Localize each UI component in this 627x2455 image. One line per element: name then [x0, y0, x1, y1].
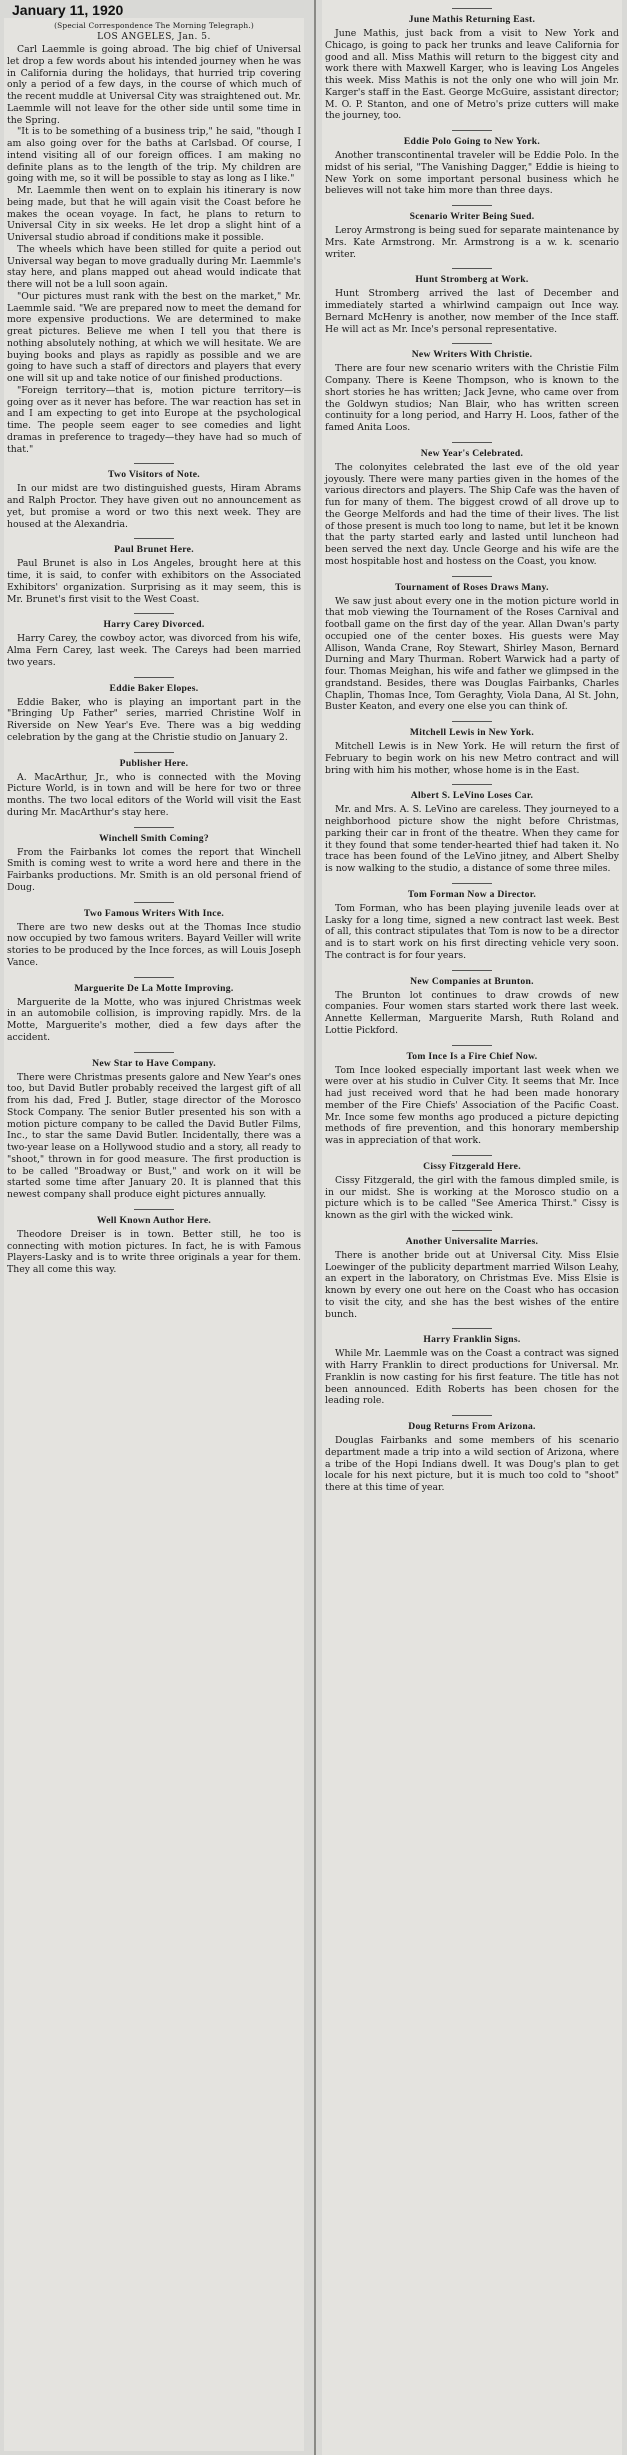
news-item — [322, 1037, 622, 1147]
article-paragraph: The Brunton lot continues to draw crowds of new companies. Four women stars started work there last week. Annette Kellerman, Marguerite Marsh, Ruth Roland and Lottie Pickford. — [325, 989, 619, 1036]
correspondence-credit: (Special Correspondence The Morning Telegraph.) — [54, 21, 254, 30]
article-paragraph: The wheels which have been stilled for quite a period out Universal way began to move gradually during Mr. Laemmle's stay here, and plans mapped out ahead would indicate that there will not be a lull soon again. — [7, 243, 301, 290]
news-item-headline: Eddie Polo Going to New York. — [322, 130, 622, 147]
article-paragraph: Tom Forman, who has been playing juvenile leads over at Lasky for a long time, signed a new contract last week. Best of all, this contract stipulates that Tom is now to be a director and is to start work on his first directing vehicle very soon. The contract is for four years. — [325, 902, 619, 961]
column-divider — [314, 0, 316, 2455]
news-item-headline: Well Known Author Here. — [4, 1209, 304, 1226]
news-item — [322, 1407, 622, 1494]
article-paragraph: In our midst are two distinguished guests, Hiram Abrams and Ralph Proctor. They have given out no announcement as yet, but promise a word or two this next week. They are housed at the Alexandria. — [7, 483, 301, 530]
article-paragraph: While Mr. Laemmle was on the Coast a contract was signed with Harry Franklin to direct productions for Universal. Mr. Franklin is now casting for his first feature. The title has not been announced. Edith Roberts has been chosen for the leading role. — [325, 1348, 619, 1407]
news-item-headline: Publisher Here. — [4, 752, 304, 769]
article-paragraph: Harry Carey, the cowboy actor, was divorced from his wife, Alma Fern Carey, last week. The Careys had been married two years. — [7, 633, 301, 668]
article-paragraph: Douglas Fairbanks and some members of his scenario department made a trip into a wild section of Arizona, where a tribe of the Hopi Indians dwell. It was Doug's plan to get locale for his next picture, but it is much too cold to "shoot" there at this time of year. — [325, 1435, 619, 1493]
dateline: LOS ANGELES, Jan. 5. — [97, 32, 211, 42]
article-paragraph: Cissy Fitzgerald, the girl with the famous dimpled smile, is in our midst. She is working at the Morosco studio on a picture which is to be called "See America Thirst." Cissy is known as the girl with the wicked wink. — [325, 1174, 619, 1221]
article-paragraph: We saw just about every one in the motion picture world in that mob viewing the Tournament of the Roses Carnival and football game on the first day of the year. Allan Dwan's party occupied one of the center boxes. His guests were May Allison, Wanda Crane, Roy Stewart, Shirley Mason, Bernard Durning and Mary Thurman. Robert Warwick had a party of four. Thomas Meighan, his wife and father we glimpsed in the grandstand. Besides, there was Douglas Fairbanks, Charles Chaplin, Thomas Ince, Tom Geraghty, Viola Dana, Al St. John, Buster Keaton, and every one else you can think of. — [325, 595, 619, 713]
left-column — [4, 18, 304, 2451]
article-paragraph: Theodore Dreiser is in town. Better still, he too is connecting with motion pictures. In fact, he is with Famous Players-Lasky and is to write three originals a year for them. They all come this way. — [7, 1228, 301, 1275]
news-item — [322, 434, 622, 568]
article-paragraph: Another transcontinental traveler will be Eddie Polo. In the midst of his serial, "The Vanishing Dagger," Eddie is hieing to New York on some important personal business which he believes will not take him more than three days. — [325, 150, 619, 197]
right-sections — [322, 0, 622, 1494]
news-item — [4, 605, 304, 668]
news-item-headline: Scenario Writer Being Sued. — [322, 205, 622, 222]
news-item-headline: New Writers With Christie. — [322, 343, 622, 360]
lead-article — [4, 44, 304, 455]
article-paragraph: There is another bride out at Universal City. Miss Elsie Loewinger of the publicity department married Wilson Leahy, an expert in the laboratory, on Christmas Eve. Miss Elsie is known by every one out here on the Coast who has occasion to visit the city, and she has the best wishes of the entire bunch. — [325, 1249, 619, 1320]
left-sections — [4, 455, 304, 1276]
news-item — [322, 1320, 622, 1407]
news-item — [4, 819, 304, 894]
news-item — [322, 568, 622, 714]
news-item — [4, 530, 304, 605]
news-item-headline: Tom Forman Now a Director. — [322, 883, 622, 900]
article-paragraph: There are two new desks out at the Thomas Ince studio now occupied by two famous writers. Bayard Veiller will write stories to be produced by the Ince forces, as will Louis Joseph Vance. — [7, 921, 301, 968]
article-paragraph: From the Fairbanks lot comes the report that Winchell Smith is coming west to write a word here and there in the Fairbanks productions. Mr. Smith is an old personal friend of Doug. — [7, 846, 301, 893]
news-item-headline: Albert S. LeVino Loses Car. — [322, 784, 622, 801]
news-item — [322, 776, 622, 875]
article-paragraph: Tom Ince looked especially important last week when we were over at his studio in Culver City. It seems that Mr. Ince had just received word that he had been made honorary member of the Fire Chiefs' Association of the Pacific Coast. Mr. Ince some few months ago produced a picture depicting methods of fire prevention, and this honorary membership was in appreciation of that work. — [325, 1064, 619, 1146]
article-paragraph: Marguerite de la Motte, who was injured Christmas week in an automobile collision, is improving rapidly. Mrs. de la Motte, Marguerite's mother, died a few days after the accident. — [7, 996, 301, 1043]
news-item-headline: Harry Carey Divorced. — [4, 613, 304, 630]
news-item-headline: Tom Ince Is a Fire Chief Now. — [322, 1045, 622, 1062]
news-item-headline: Tournament of Roses Draws Many. — [322, 576, 622, 593]
news-item — [322, 0, 622, 122]
news-item-headline: Paul Brunet Here. — [4, 538, 304, 555]
news-item — [4, 1044, 304, 1201]
article-paragraph: Carl Laemmle is going abroad. The big chief of Universal let drop a few words about his intended journey when he was in California during the holidays, that hurried trip covering only a period of a few days, in the course of which much of the recent muddle at Universal City was straightened out. Mr. Laemmle will not leave for the other side until some time in the Spring. — [7, 44, 301, 126]
article-paragraph: There are four new scenario writers with the Christie Film Company. There is Keene Thompson, who is known to the short stories he has written; Jack Jevne, who came over from the Goldwyn studios; Nan Blair, who has written screen continuity for a long period, and Harry H. Loos, father of the famed Anita Loos. — [325, 363, 619, 433]
article-paragraph: June Mathis, just back from a visit to New York and Chicago, is going to pack her trunks and leave California for good and all. Miss Mathis will return to the biggest city and work there with Maxwell Karger, who is leaving Los Angeles this week. Miss Mathis is not the only one who will join Mr. Karger's staff in the East. George McGuire, assistant director; M. O. P. Stanton, and one of Metro's prize cutters will make the journey, too. — [325, 28, 619, 122]
news-item — [322, 1147, 622, 1222]
news-item — [4, 1201, 304, 1276]
news-item-headline: New Year's Celebrated. — [322, 442, 622, 459]
news-item-headline: Another Universalite Marries. — [322, 1230, 622, 1247]
article-paragraph: "Foreign territory—that is, motion picture territory—is going over as it never has before. The war reaction has set in and I am expecting to get into Europe at the psychological time. The people seem eager to see comedies and light dramas in preference to tragedy—they have had so much of that." — [7, 384, 301, 455]
article-paragraph: Mr. and Mrs. A. S. LeVino are careless. They journeyed to a neighborhood picture show the night before Christmas, parking their car in front of the theatre. When they came for it they found that some tender-hearted thief had taken it. No trace has been found of the LeVino jitney, and Albert Shelby is now walking to the studio, a distance of some three miles. — [325, 804, 619, 874]
news-item — [322, 335, 622, 434]
article-paragraph: "Our pictures must rank with the best on the market," Mr. Laemmle said. "We are prepared now to meet the demand for more expensive productions. We are determined to make great pictures. Believe me when I tell you that there is nothing absolutely nothing, at which we will hesitate. We are buying books and plays as rapidly as possible and we are going to have such a staff of directors and players that every one will sit up and take notice of our finished productions. — [7, 290, 301, 384]
news-item-headline: Hunt Stromberg at Work. — [322, 268, 622, 285]
news-item — [322, 197, 622, 260]
news-item-headline: Harry Franklin Signs. — [322, 1328, 622, 1345]
news-item-headline: New Companies at Brunton. — [322, 970, 622, 987]
news-item-headline: Two Famous Writers With Ince. — [4, 902, 304, 919]
news-item — [322, 875, 622, 962]
article-paragraph: "It is to be something of a business trip," he said, "though I am also going over for the baths at Carlsbad. Of course, I intend visiting all of our foreign offices. I am making no definite plans as to the length of the trip. My children are going with me, so it will be possible to stay as long as I like." — [7, 126, 301, 185]
news-item-headline: Mitchell Lewis in New York. — [322, 721, 622, 738]
article-paragraph: Mr. Laemmle then went on to explain his itinerary is now being made, but that he will again visit the Coast before he makes the ocean voyage. In fact, he plans to return to Universal City in six weeks. He let drop a slight hint of a Universal studio abroad if conditions make it possible. — [7, 185, 301, 243]
news-item — [4, 894, 304, 969]
article-paragraph: Leroy Armstrong is being sued for separate maintenance by Mrs. Kate Armstrong. Mr. Armstrong is a w. k. scenario writer. — [325, 225, 619, 260]
news-item-headline: Cissy Fitzgerald Here. — [322, 1155, 622, 1172]
news-item — [4, 455, 304, 530]
page-date: January 11, 1920 — [12, 2, 124, 18]
article-paragraph: Hunt Stromberg arrived the last of December and immediately started a whirlwind campaign out Ince way. Bernard McHenry is another, now member of the Ince staff. He will act as Mr. Ince's personal representative. — [325, 288, 619, 335]
news-item — [322, 713, 622, 776]
news-item — [4, 669, 304, 744]
article-paragraph: Mitchell Lewis is in New York. He will return the first of February to begin work on his new Metro contract and will bring with him his mother, whose home is in the East. — [325, 741, 619, 776]
news-item — [322, 122, 622, 197]
news-item-headline: Eddie Baker Elopes. — [4, 677, 304, 694]
news-item — [322, 962, 622, 1037]
news-item-headline: New Star to Have Company. — [4, 1052, 304, 1069]
news-item-headline: June Mathis Returning East. — [322, 8, 622, 25]
news-item — [322, 260, 622, 335]
news-item-headline: Doug Returns From Arizona. — [322, 1415, 622, 1432]
article-paragraph: A. MacArthur, Jr., who is connected with the Moving Picture World, is in town and will be here for two or three months. The two local editors of the World will visit the East during Mr. MacArthur's stay here. — [7, 771, 301, 818]
right-column — [322, 0, 622, 2455]
news-item — [4, 744, 304, 819]
news-item-headline: Marguerite De La Motte Improving. — [4, 977, 304, 994]
article-paragraph: There were Christmas presents galore and New Year's ones too, but David Butler probably received the largest gift of all from his dad, Fred J. Butler, stage director of the Morosco Stock Company. The senior Butler presented his son with a motion picture company to be called the David Butler Films, Inc., to star the same David Butler. Incidentally, there was a two-year lease on a Hollywood studio and a story, all ready to "shoot," thrown in for good measure. The first production is to be called "Broadway or Bust," and work on it will be started some time after January 20. It is planned that this newest company shall produce eight pictures annually. — [7, 1071, 301, 1200]
article-paragraph: Eddie Baker, who is playing an important part in the "Bringing Up Father" series, married Christine Wolf in Riverside on New Year's Eve. There was a big wedding celebration by the gang at the Christie studio on January 2. — [7, 696, 301, 743]
news-item-headline: Winchell Smith Coming? — [4, 827, 304, 844]
news-item — [322, 1222, 622, 1321]
news-item — [4, 969, 304, 1044]
news-item-headline: Two Visitors of Note. — [4, 463, 304, 480]
article-paragraph: The colonyites celebrated the last eve of the old year joyously. There were many parties given in the homes of the various directors and players. The Ship Cafe was the haven of fun for many of them. The biggest crowd of all drove up to the George Melfords and had the time of their lives. The list of those present is much too long to name, but let it be known that the party started early and lasted until luncheon had been served the next day. Uncle George and his wife are the most hospitable host and hostess on the Coast, you know. — [325, 461, 619, 567]
article-paragraph: Paul Brunet is also in Los Angeles, brought here at this time, it is said, to confer with exhibitors on the Associated Exhibitors' organization. Surprising as it may seem, this is Mr. Brunet's first visit to the West Coast. — [7, 558, 301, 605]
